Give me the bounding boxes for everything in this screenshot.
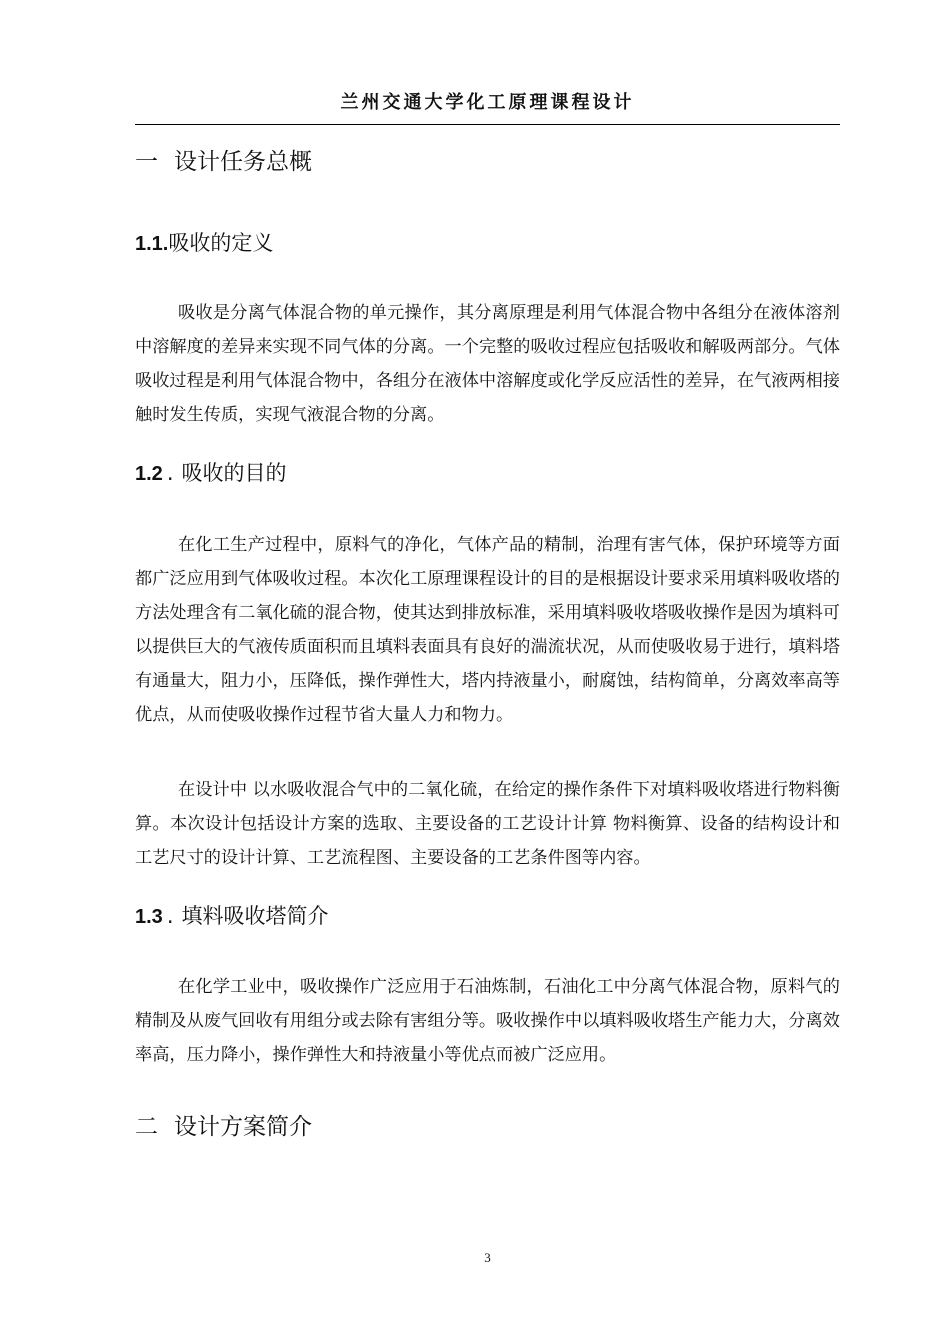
section-1-3-number: 1.3	[135, 906, 163, 928]
chapter-2-number: 二	[135, 1114, 158, 1140]
chapter-1-heading	[135, 143, 312, 176]
section-1-1-number: 1.1.	[135, 233, 169, 255]
section-1-2-separator: .	[166, 461, 174, 485]
section-1-1-heading	[135, 227, 273, 257]
chapter-2-heading	[135, 1108, 312, 1141]
section-1-2-paragraph-2: 在设计中 以水吸收混合气中的二氧化硫，在给定的操作条件下对填料吸收塔进行物料衡算。本次设计包括设计方案的选取、主要设备的工艺设计计算 物料衡算、设备的结构设计和工艺尺寸的设计计算、工艺流程图、主要设备的工艺条件图等内容。	[135, 780, 840, 868]
section-1-1-paragraph: 吸收是分离气体混合物的单元操作，其分离原理是利用气体混合物中各组分在液体溶剂中溶解度的差异来实现不同气体的分离。一个完整的吸收过程应包括吸收和解吸两部分。气体吸收过程是利用气体混合物中，各组分在液体中溶解度或化学反应活性的差异，在气液两相接触时发生传质，实现气液混合物的分离。	[135, 303, 840, 425]
section-1-2-title: 吸收的目的	[181, 461, 287, 485]
section-1-3-separator: .	[166, 904, 174, 928]
chapter-1-title: 设计任务总概	[174, 149, 312, 175]
page-number: 3	[484, 1250, 491, 1265]
page-header: 兰州交通大学化工原理课程设计	[340, 92, 635, 113]
section-1-3-title: 填料吸收塔简介	[181, 904, 329, 928]
section-1-1-title: 吸收的定义	[168, 231, 274, 255]
section-1-2-paragraph-1: 在化工生产过程中，原料气的净化，气体产品的精制，治理有害气体，保护环境等方面都广泛应用到气体吸收过程。本次化工原理课程设计的目的是根据设计要求采用填料吸收塔的方法处理含有二氧化硫的混合物，使其达到排放标准，采用填料吸收塔吸收操作是因为填料可以提供巨大的气液传质面积而且填料表面具有良好的湍流状况，从而使吸收易于进行，填料塔有通量大，阻力小，压降低，操作弹性大，塔内持液量小，耐腐蚀，结构简单，分离效率高等优点，从而使吸收操作过程节省大量人力和物力。	[135, 535, 840, 725]
header-rule	[135, 124, 840, 125]
chapter-2-title: 设计方案简介	[174, 1114, 312, 1140]
section-1-3-heading	[135, 900, 329, 930]
chapter-1-number: 一	[135, 149, 158, 175]
section-1-2-number: 1.2	[135, 463, 163, 485]
section-1-3-paragraph: 在化学工业中，吸收操作广泛应用于石油炼制，石油化工中分离气体混合物，原料气的精制及从废气回收有用组分或去除有害组分等。吸收操作中以填料吸收塔生产能力大，分离效率高，压力降小，操作弹性大和持液量小等优点而被广泛应用。	[135, 977, 840, 1065]
section-1-2-heading	[135, 457, 287, 487]
